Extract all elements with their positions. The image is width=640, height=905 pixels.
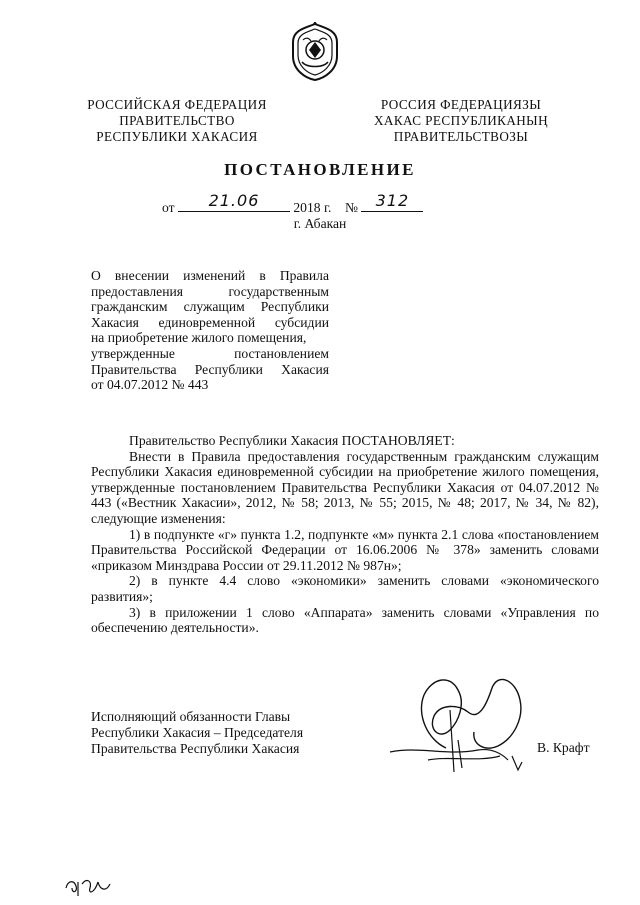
header-left-line-1: РОССИЙСКАЯ ФЕДЕРАЦИЯ <box>87 97 267 112</box>
body-paragraph: 2) в пункте 4.4 слово «экономики» заменить словами «экономического развития»; <box>91 573 599 604</box>
number-underline <box>361 191 423 212</box>
signatory-title-line: Правительства Республики Хакасия <box>91 741 300 756</box>
subject-line: утвержденные постановлением <box>91 345 329 361</box>
city-line: г. Абакан <box>293 216 347 231</box>
header-left-block <box>67 97 287 145</box>
resolution-body <box>91 433 599 636</box>
handwritten-initials <box>64 868 114 898</box>
document-type-title: ПОСТАНОВЛЕНИЕ <box>224 160 416 179</box>
body-paragraph: 3) в приложении 1 слово «Аппарата» заменить словами «Управления по обеспечению деятельности». <box>91 604 599 636</box>
date-prefix: от <box>162 200 175 215</box>
subject-line: Хакасия единовременной субсидии <box>91 314 329 330</box>
coat-of-arms-emblem <box>289 22 341 82</box>
date-number-line <box>162 191 482 216</box>
handwritten-date: 21.06 <box>208 191 260 210</box>
subject-line: предоставления государственным <box>91 283 329 299</box>
subject-block <box>91 268 329 393</box>
signatory-name: В. Крафт <box>537 740 590 755</box>
body-paragraph: Правительство Республики Хакасия ПОСТАНОВЛЯЕТ: <box>129 433 455 448</box>
signatory-title-line: Исполняющий обязанности Главы <box>91 709 291 724</box>
handwritten-number: 312 <box>375 191 410 210</box>
date-year: 2018 г. <box>293 200 332 215</box>
subject-line: от 04.07.2012 № 443 <box>91 377 209 393</box>
number-label: № <box>345 200 358 215</box>
signatory-title-line: Республики Хакасия – Председателя <box>91 725 304 740</box>
subject-line: Правительства Республики Хакасия <box>91 361 329 377</box>
body-paragraph: 1) в подпункте «г» пункта 1.2, подпункте «м» пункта 2.1 слова «постановлением Правительства Российской Федерации от 16.06.2006 № 378» заменить словами «приказом Минздрава России от 29.11.2012 № 987н»; <box>91 526 599 573</box>
subject-line: на приобретение жилого помещения, <box>91 330 307 346</box>
body-paragraph: Внести в Правила предоставления государственным гражданским служащим Республики Хакасия единовременной субсидии на приобретение жилого помещения, утвержденные постановлением Правительства Республики Хакасия от 04.07.2012 № 443 («Вестник Хакасии», 2012, № 58; 2013, № 55; 2015, № 48; 2017, № 34, № 82), следующие изменения: <box>91 448 599 526</box>
date-underline <box>178 191 290 212</box>
signatory-title-block <box>91 709 351 757</box>
subject-line: гражданским служащим Республики <box>91 299 329 315</box>
header-right-block <box>345 97 577 145</box>
handwritten-signature <box>388 660 533 775</box>
header-left-line-3: РЕСПУБЛИКИ ХАКАСИЯ <box>96 129 258 144</box>
header-right-line-1: РОССИЯ ФЕДЕРАЦИЯЗЫ <box>380 97 542 112</box>
header-right-line-2: ХАКАС РЕСПУБЛИКАНЫҢ <box>373 113 549 128</box>
subject-line: О внесении изменений в Правила <box>91 268 329 283</box>
header-right-line-3: ПРАВИТЕЛЬСТВОЗЫ <box>393 129 529 144</box>
header-left-line-2: ПРАВИТЕЛЬСТВО <box>119 113 235 128</box>
